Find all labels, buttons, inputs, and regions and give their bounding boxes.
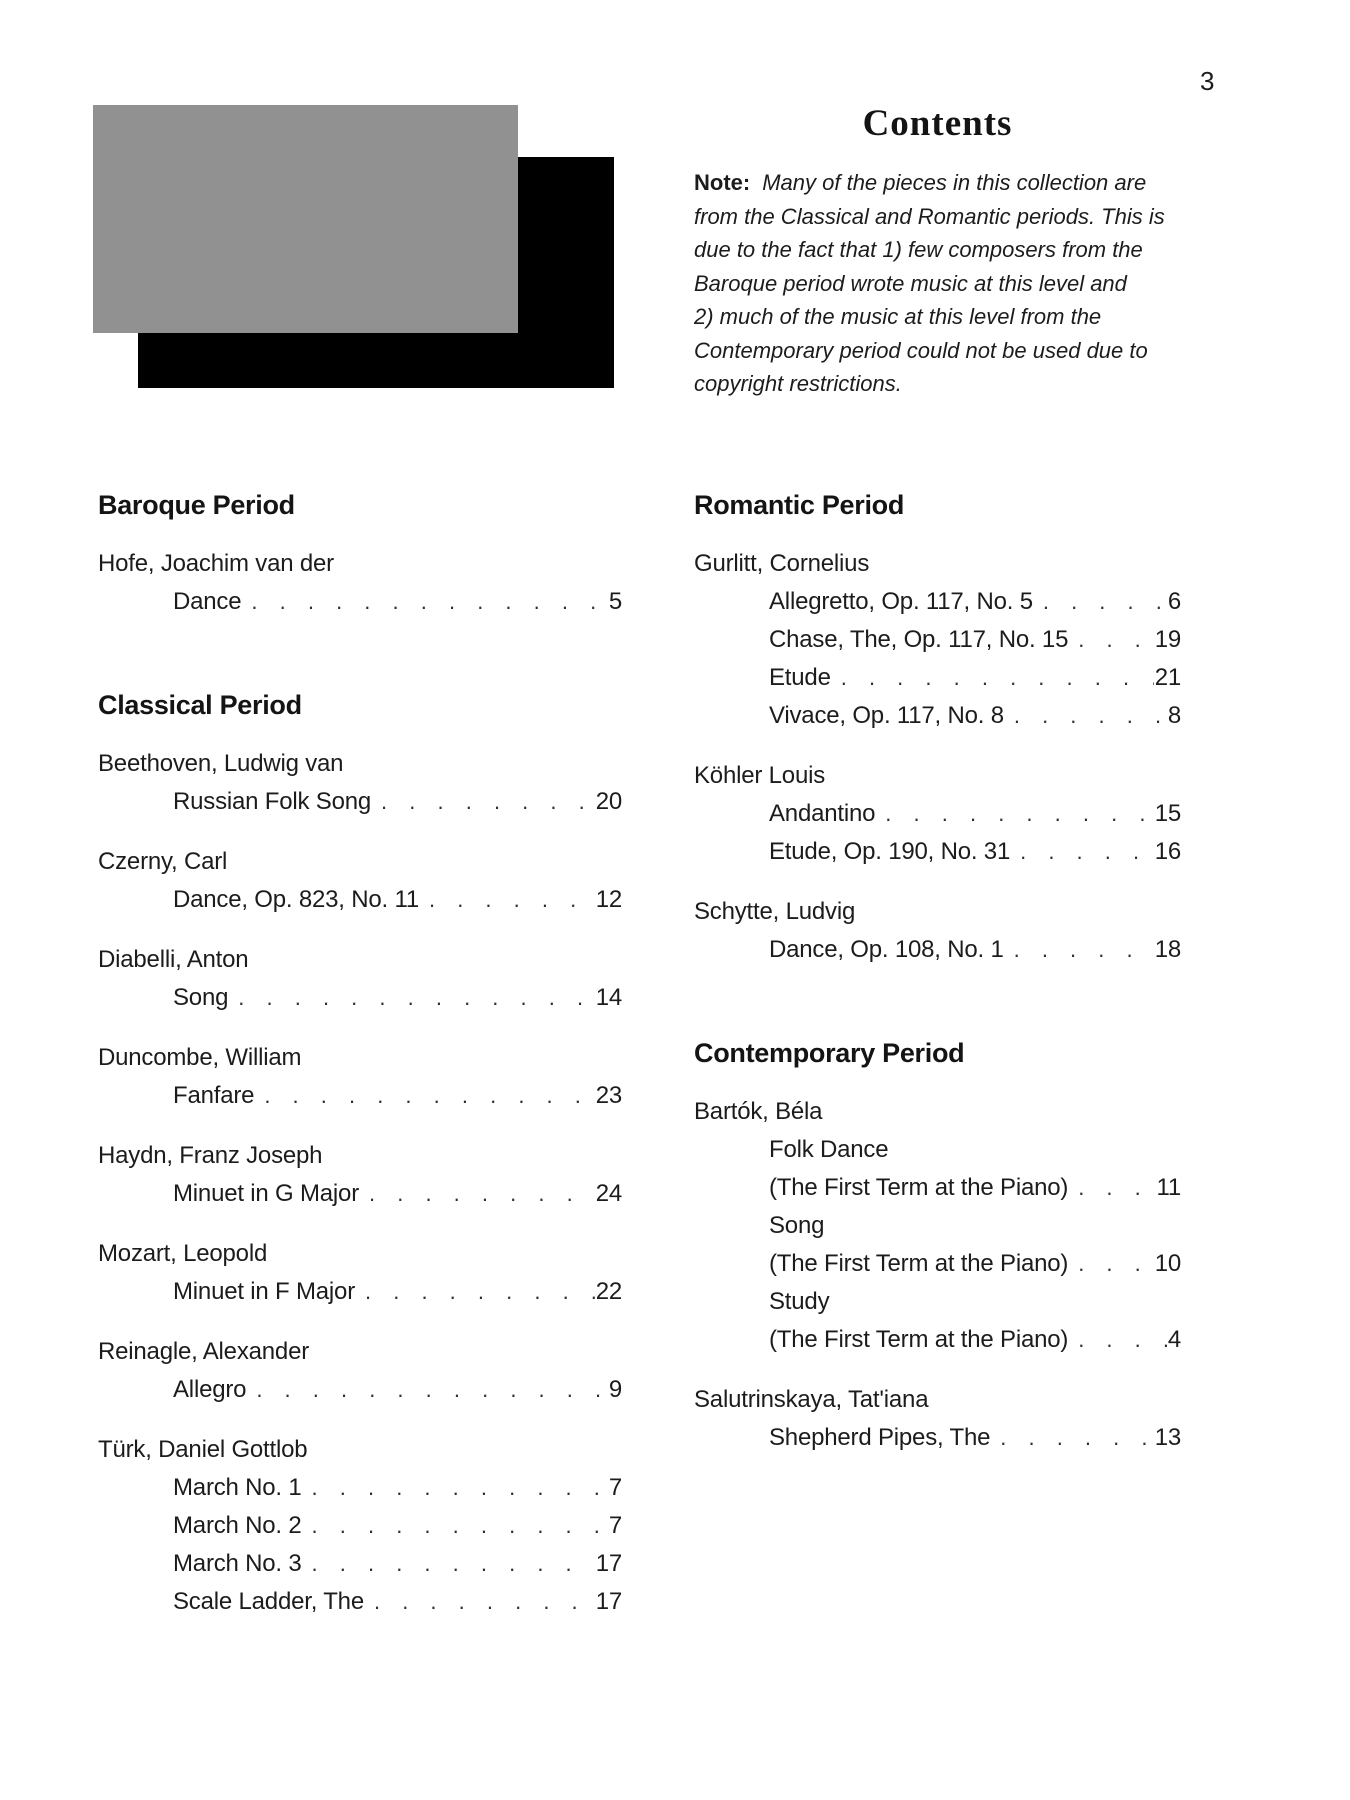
piece-page-number: 16 <box>1154 838 1181 865</box>
composer-block <box>98 1039 622 1115</box>
piece-page-number: 4 <box>1167 1326 1181 1353</box>
dot-leader <box>238 979 594 1017</box>
note-label: Note: <box>694 170 751 195</box>
piece-row <box>769 795 1181 833</box>
piece-title: Minuet in G Major <box>173 1180 359 1207</box>
piece-subtitle: (The First Term at the Piano) <box>769 1250 1069 1277</box>
piece-row <box>769 659 1181 697</box>
composer-name: Salutrinskaya, Tat'iana <box>694 1386 929 1413</box>
composer-name: Mozart, Leopold <box>98 1240 268 1267</box>
piece-title: Song <box>769 1212 825 1239</box>
piece-page-number: 6 <box>1167 588 1181 615</box>
dot-leader <box>312 1545 595 1583</box>
composer-block <box>98 1431 622 1621</box>
composer-name: Diabelli, Anton <box>98 946 249 973</box>
dot-leader <box>264 1077 594 1115</box>
composer-block <box>98 1235 622 1311</box>
piece-title: Chase, The, Op. 117, No. 15 <box>769 626 1069 653</box>
composer-name: Bartók, Béla <box>694 1098 823 1125</box>
piece-title: Andantino <box>769 800 876 827</box>
dot-leader <box>1020 833 1154 871</box>
section-heading: Classical Period <box>98 690 302 720</box>
dot-leader <box>841 659 1154 697</box>
piece-row <box>769 1419 1181 1457</box>
piece-page-number: 12 <box>595 886 622 913</box>
composer-block <box>98 545 622 621</box>
piece-page-number: 15 <box>1154 800 1181 827</box>
piece-title: Minuet in F Major <box>173 1278 355 1305</box>
piece-row <box>173 1273 622 1311</box>
piece-subtitle: (The First Term at the Piano) <box>769 1326 1069 1353</box>
piece-row <box>173 1175 622 1213</box>
dot-leader <box>312 1507 608 1545</box>
piece-row <box>173 979 622 1017</box>
piece-title: Dance, Op. 823, No. 11 <box>173 886 419 913</box>
piece-subtitle-line <box>769 1321 1181 1359</box>
piece-title: Dance <box>173 588 242 615</box>
piece-page-number: 11 <box>1156 1174 1181 1201</box>
composer-block <box>98 745 622 821</box>
piece-row <box>769 697 1181 735</box>
dot-leader <box>312 1469 608 1507</box>
dot-leader <box>429 881 595 919</box>
composer-block <box>694 1093 1181 1359</box>
dot-leader <box>369 1175 595 1213</box>
piece-title: Etude <box>769 664 831 691</box>
composer-name: Köhler Louis <box>694 762 826 789</box>
piece-title: Fanfare <box>173 1082 255 1109</box>
composer-name: Beethoven, Ludwig van <box>98 750 344 777</box>
toc-section <box>98 487 622 621</box>
piece-subtitle: (The First Term at the Piano) <box>769 1174 1069 1201</box>
piece-row <box>173 881 622 919</box>
piece-page-number: 20 <box>595 788 622 815</box>
composer-block <box>98 1137 622 1213</box>
piece-page-number: 17 <box>595 1588 622 1615</box>
piece-title: March No. 3 <box>173 1550 302 1577</box>
piece-title-line <box>769 1283 1181 1321</box>
piece-title: Russian Folk Song <box>173 788 372 815</box>
piece-row <box>173 783 622 821</box>
composer-name: Hofe, Joachim van der <box>98 550 334 577</box>
dot-leader <box>885 795 1153 833</box>
composer-block <box>98 843 622 919</box>
piece-page-number: 8 <box>1167 702 1181 729</box>
piece-title: Vivace, Op. 117, No. 8 <box>769 702 1004 729</box>
dot-leader <box>1043 583 1167 621</box>
composer-block <box>694 757 1181 871</box>
toc-section <box>694 487 1181 969</box>
piece-row <box>769 931 1181 969</box>
piece-page-number: 24 <box>595 1180 622 1207</box>
piece-title-line <box>769 1207 1181 1245</box>
piece-title: Scale Ladder, The <box>173 1588 364 1615</box>
piece-page-number: 5 <box>608 588 622 615</box>
dot-leader <box>365 1273 595 1311</box>
dot-leader <box>1014 697 1167 735</box>
composer-name: Duncombe, William <box>98 1044 302 1071</box>
composer-name: Reinagle, Alexander <box>98 1338 310 1365</box>
piece-page-number: 19 <box>1154 626 1181 653</box>
piece-title: Study <box>769 1288 830 1315</box>
dot-leader <box>1078 1321 1167 1359</box>
composer-name: Türk, Daniel Gottlob <box>98 1436 308 1463</box>
piece-row <box>173 1077 622 1115</box>
composer-name: Haydn, Franz Joseph <box>98 1142 323 1169</box>
piece-title: Allegro <box>173 1376 247 1403</box>
dot-leader <box>1078 621 1153 659</box>
note-text: Many of the pieces in this collection are from the Classical and Romantic periods. This is due to the fact that 1) few composers from the Baroque period wrote music at this level and 2) much of the music at this level from the Contemporary period could not be used due to copyright restrictions. <box>694 170 1165 396</box>
composer-block <box>98 941 622 1017</box>
piece-title: Song <box>173 984 229 1011</box>
dot-leader <box>381 783 595 821</box>
piece-page-number: 21 <box>1154 664 1181 691</box>
piece-row <box>769 833 1181 871</box>
piece-page-number: 18 <box>1154 936 1181 963</box>
left-column <box>98 487 622 1621</box>
piece-row <box>173 1371 622 1409</box>
piece-page-number: 22 <box>595 1278 622 1305</box>
dot-leader <box>1078 1245 1154 1283</box>
dot-leader <box>251 583 607 621</box>
page-title: Contents <box>862 103 1013 144</box>
piece-row <box>173 1507 622 1545</box>
note <box>694 166 1174 401</box>
piece-subtitle-line <box>769 1169 1181 1207</box>
composer-name: Czerny, Carl <box>98 848 228 875</box>
piece-row <box>173 1469 622 1507</box>
piece-page-number: 9 <box>608 1376 622 1403</box>
image-placeholder <box>93 105 518 333</box>
dot-leader <box>1078 1169 1155 1207</box>
piece-page-number: 10 <box>1154 1250 1181 1277</box>
dot-leader <box>1014 931 1154 969</box>
piece-title-line <box>769 1131 1181 1169</box>
composer-block <box>694 1381 1181 1457</box>
composer-name: Schytte, Ludvig <box>694 898 856 925</box>
piece-title: Folk Dance <box>769 1136 889 1163</box>
piece-title: Dance, Op. 108, No. 1 <box>769 936 1004 963</box>
right-column <box>694 487 1181 1457</box>
composer-block <box>694 893 1181 969</box>
piece-row <box>173 1583 622 1621</box>
composer-block <box>98 1333 622 1409</box>
composer-name: Gurlitt, Cornelius <box>694 550 870 577</box>
piece-page-number: 13 <box>1154 1424 1181 1451</box>
dot-leader <box>1000 1419 1153 1457</box>
piece-page-number: 17 <box>595 1550 622 1577</box>
composer-block <box>694 545 1181 735</box>
toc-section <box>98 687 622 1621</box>
dot-leader <box>256 1371 608 1409</box>
piece-title: Shepherd Pipes, The <box>769 1424 991 1451</box>
section-heading: Romantic Period <box>694 490 905 520</box>
piece-row <box>769 583 1181 621</box>
section-heading: Contemporary Period <box>694 1038 965 1068</box>
piece-row <box>173 1545 622 1583</box>
piece-subtitle-line <box>769 1245 1181 1283</box>
piece-page-number: 14 <box>595 984 622 1011</box>
page-number: 3 <box>1200 66 1215 96</box>
piece-page-number: 7 <box>608 1512 622 1539</box>
piece-title: March No. 1 <box>173 1474 302 1501</box>
piece-title: March No. 2 <box>173 1512 302 1539</box>
toc-section <box>694 1035 1181 1457</box>
section-heading: Baroque Period <box>98 490 295 520</box>
piece-row <box>173 583 622 621</box>
dot-leader <box>374 1583 595 1621</box>
piece-title: Etude, Op. 190, No. 31 <box>769 838 1011 865</box>
piece-row <box>769 621 1181 659</box>
piece-page-number: 7 <box>608 1474 622 1501</box>
piece-page-number: 23 <box>595 1082 622 1109</box>
piece-title: Allegretto, Op. 117, No. 5 <box>769 588 1033 615</box>
